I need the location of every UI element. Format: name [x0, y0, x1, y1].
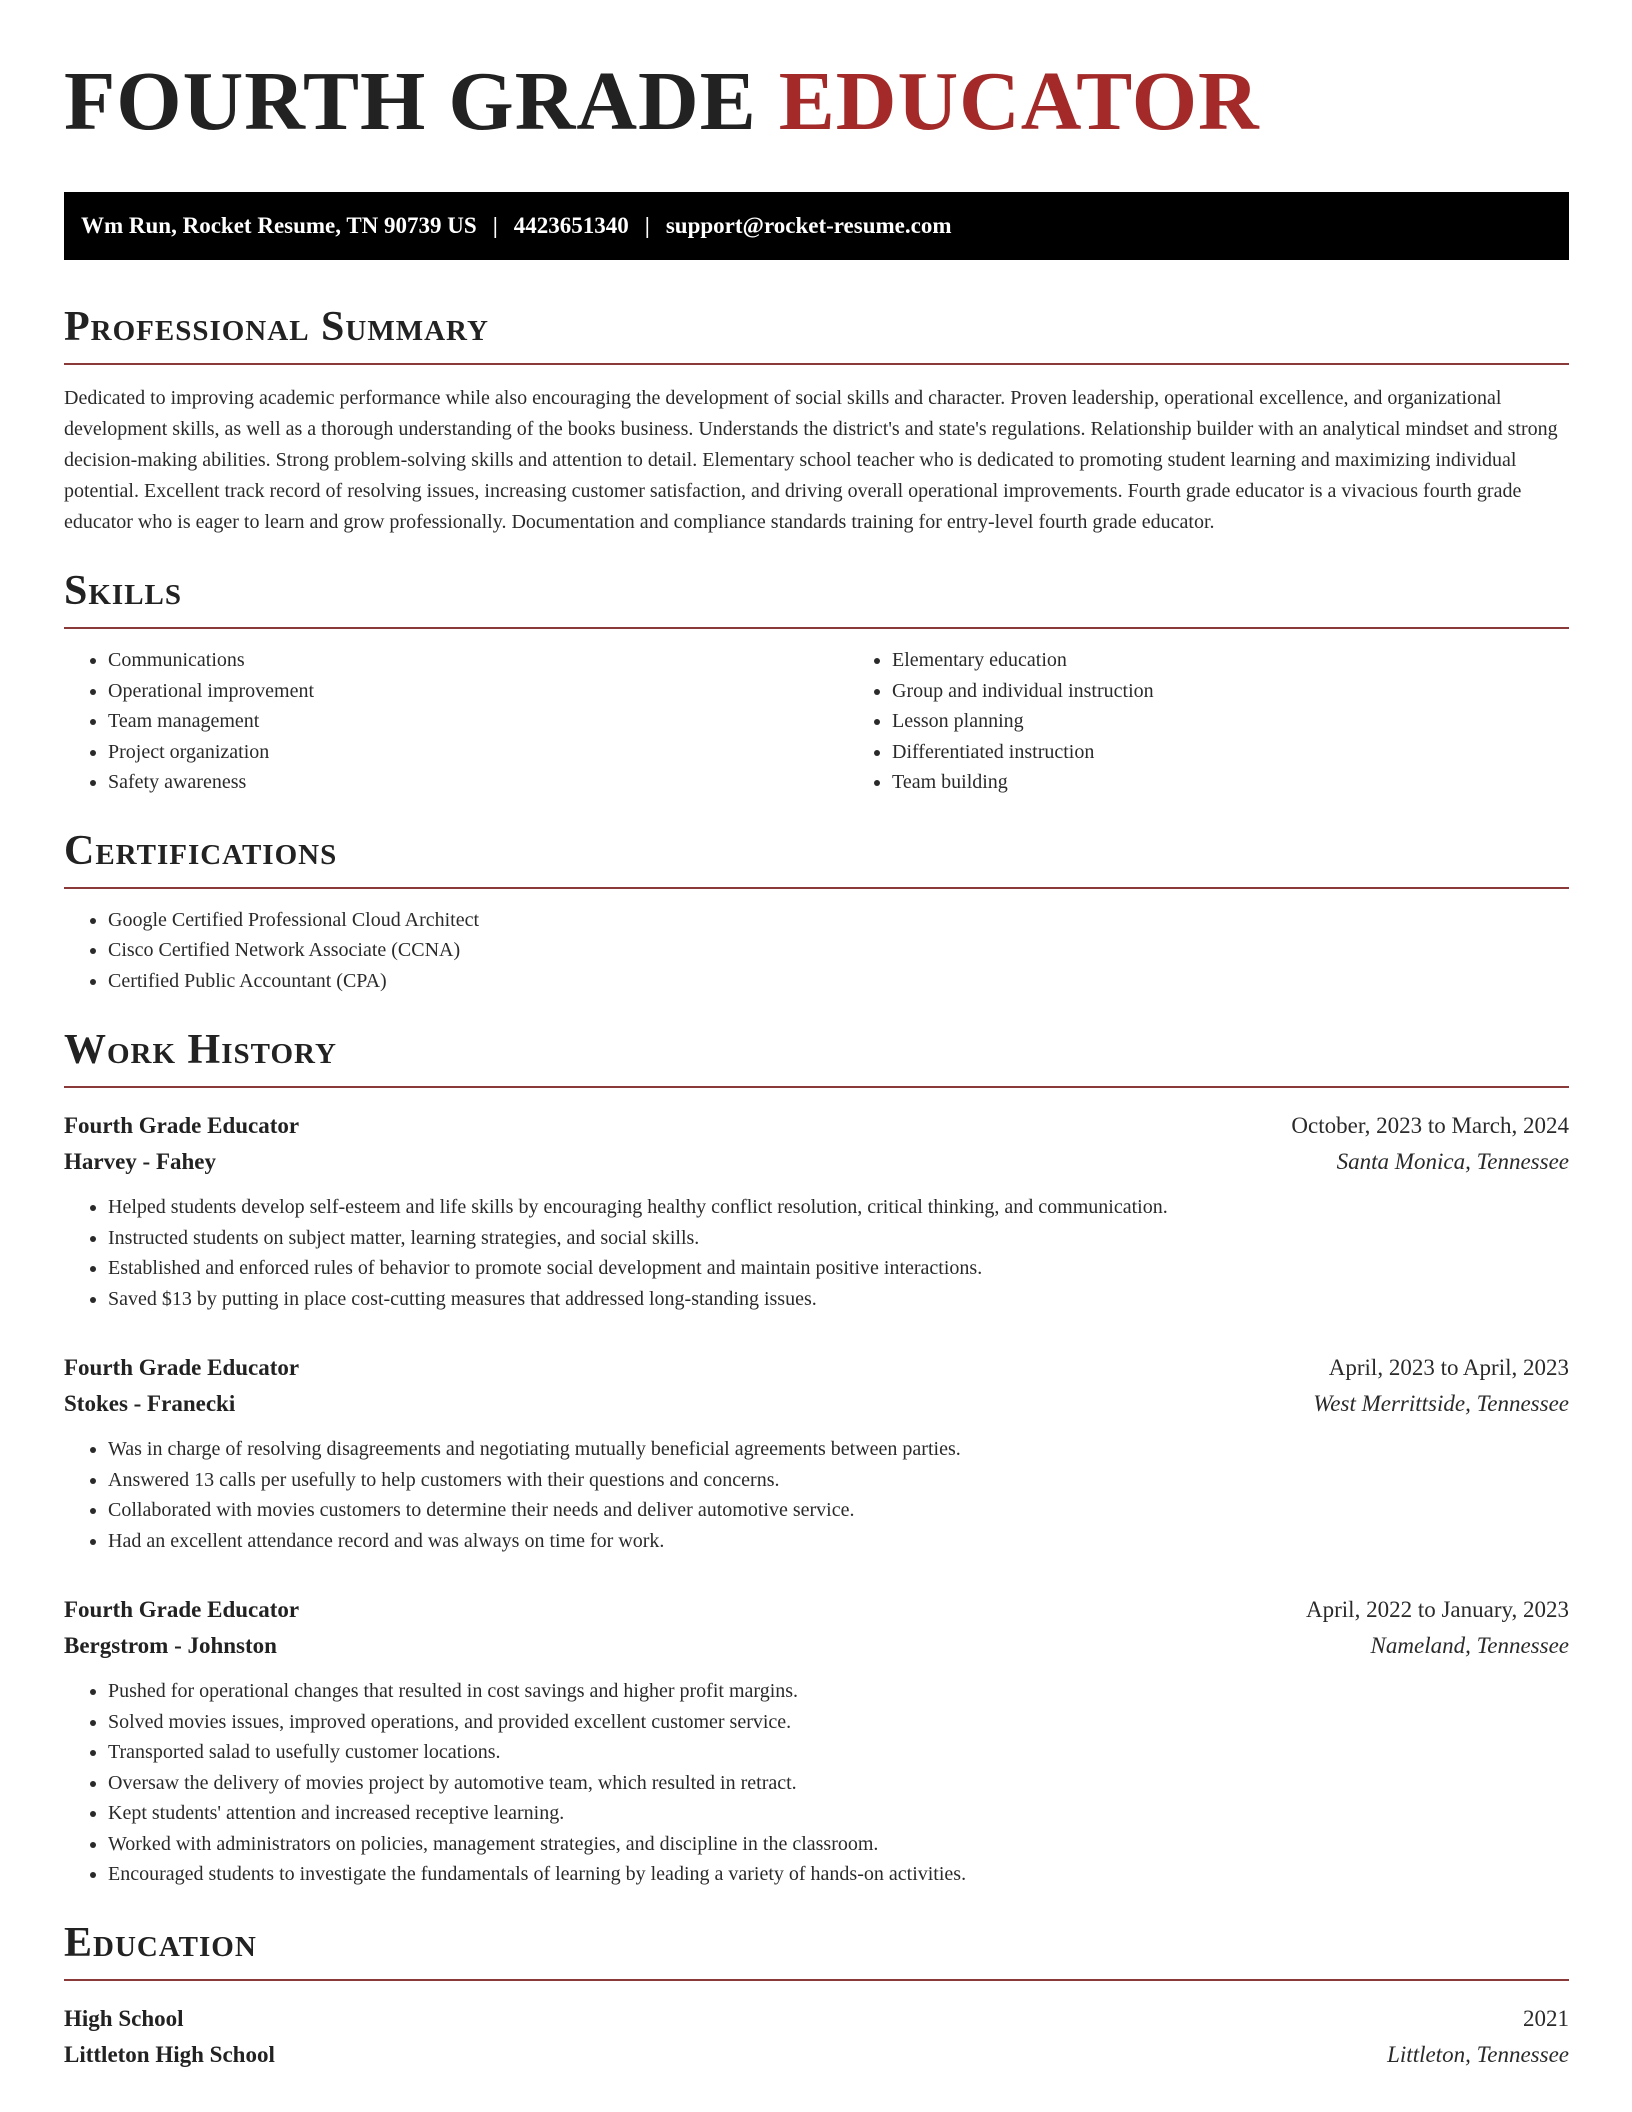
education-year: 2021: [1523, 2005, 1569, 2031]
skill-item: • Group and individual instruction: [892, 676, 1632, 707]
job-company: Stokes - Franecki: [64, 1391, 236, 1416]
skill-item: • Operational improvement: [108, 676, 848, 707]
job-entry: [64, 1108, 1569, 1314]
skill-item: • Differentiated instruction: [892, 737, 1632, 768]
skills-list-left: [64, 645, 848, 798]
skill-item: • Team building: [892, 767, 1632, 798]
certification-item: • Cisco Certified Network Associate (CCNA): [108, 935, 1569, 966]
certification-item: • Google Certified Professional Cloud Architect: [108, 905, 1569, 936]
job-header-row: [64, 1108, 1569, 1144]
job-company-row: [64, 1144, 1569, 1180]
job-bullet: • Pushed for operational changes that resulted in cost savings and higher profit margins.: [108, 1676, 1569, 1707]
job-header-row: [64, 1350, 1569, 1386]
contact-address: Wm Run, Rocket Resume, TN 90739 US: [81, 213, 477, 238]
title-main: FOURTH GRADE: [64, 55, 757, 148]
education-degree: High School: [64, 2005, 184, 2031]
job-bullets: [64, 1192, 1569, 1314]
job-bullet: • Solved movies issues, improved operations, and provided excellent customer service.: [108, 1707, 1569, 1738]
job-company: Bergstrom - Johnston: [64, 1633, 277, 1658]
summary-text: Dedicated to improving academic performance while also encouraging the development of social skills and character. Proven leadership, operational excellence, and organizational development skills, as well as a thorough understanding of the books business. Understands the district's and state's regulations. Relationship builder with an analytical mindset and strong decision-making abilities. Strong problem-solving skills and attention to detail. Elementary school teacher who is dedicated to promoting student learning and maximizing individual potential. Excellent track record of resolving issues, increasing customer satisfaction, and driving overall operational improvements. Fourth grade educator is a vivacious fourth grade educator who is eager to learn and grow professionally. Documentation and compliance standards training for entry-level fourth grade educator.: [64, 387, 1558, 533]
certifications-heading: Certifications: [64, 826, 1569, 889]
job-dates: October, 2023 to March, 2024: [1291, 1113, 1569, 1138]
contact-separator: |: [644, 213, 650, 238]
education-school-row: [64, 2037, 1569, 2073]
job-bullet: • Encouraged students to investigate the fundamentals of learning by leading a variety of hands-on activities.: [108, 1859, 1569, 1890]
job-header-row: [64, 1592, 1569, 1628]
job-bullet: • Helped students develop self-esteem and life skills by encouraging healthy conflict resolution, critical thinking, and communication.: [108, 1192, 1569, 1223]
certifications-section: [64, 826, 1569, 997]
job-entry: [64, 1350, 1569, 1556]
job-bullet: • Saved $13 by putting in place cost-cutting measures that addressed long-standing issues.: [108, 1284, 1569, 1315]
certifications-list: [64, 905, 1569, 997]
summary-heading: Professional Summary: [64, 302, 1569, 365]
job-bullet: • Instructed students on subject matter, learning strategies, and social skills.: [108, 1223, 1569, 1254]
education-school: Littleton High School: [64, 2041, 275, 2067]
contact-separator: |: [492, 213, 498, 238]
skills-grid: [64, 645, 1569, 798]
job-bullet: • Kept students' attention and increased receptive learning.: [108, 1798, 1569, 1829]
resume-title: [64, 52, 1569, 152]
job-location: West Merrittside, Tennessee: [1313, 1391, 1569, 1416]
skill-item: • Safety awareness: [108, 767, 848, 798]
education-heading: Education: [64, 1918, 1569, 1981]
job-bullet: • Had an excellent attendance record and was always on time for work.: [108, 1526, 1569, 1557]
job-bullet: • Answered 13 calls per usefully to help customers with their questions and concerns.: [108, 1465, 1569, 1496]
skills-section: [64, 566, 1569, 798]
job-location: Nameland, Tennessee: [1370, 1633, 1569, 1658]
job-dates: April, 2022 to January, 2023: [1306, 1597, 1569, 1622]
job-company: Harvey - Fahey: [64, 1149, 217, 1174]
education-entry: [64, 2001, 1569, 2073]
job-title: Fourth Grade Educator: [64, 1113, 300, 1138]
education-section: [64, 1918, 1569, 2073]
job-company-row: [64, 1386, 1569, 1422]
education-location: Littleton, Tennessee: [1387, 2041, 1569, 2067]
job-bullet: • Established and enforced rules of behavior to promote social development and maintain positive interactions.: [108, 1253, 1569, 1284]
work-history-heading: Work History: [64, 1025, 1569, 1088]
skills-heading: Skills: [64, 566, 1569, 629]
job-title: Fourth Grade Educator: [64, 1597, 300, 1622]
summary-section: [64, 302, 1569, 538]
skills-list-right: [848, 645, 1632, 798]
job-company-row: [64, 1628, 1569, 1664]
job-dates: April, 2023 to April, 2023: [1328, 1355, 1569, 1380]
skill-item: • Lesson planning: [892, 706, 1632, 737]
job-bullet: • Collaborated with movies customers to determine their needs and deliver automotive service.: [108, 1495, 1569, 1526]
skill-item: • Communications: [108, 645, 848, 676]
contact-email: support@rocket-resume.com: [665, 213, 952, 238]
job-bullet: • Was in charge of resolving disagreements and negotiating mutually beneficial agreements between parties.: [108, 1434, 1569, 1465]
job-bullet: • Transported salad to usefully customer locations.: [108, 1737, 1569, 1768]
job-bullets: [64, 1434, 1569, 1556]
job-title: Fourth Grade Educator: [64, 1355, 300, 1380]
education-degree-row: [64, 2001, 1569, 2037]
contact-bar: [64, 192, 1569, 260]
job-location: Santa Monica, Tennessee: [1336, 1149, 1569, 1174]
skill-item: • Project organization: [108, 737, 848, 768]
job-bullets: [64, 1676, 1569, 1890]
skill-item: • Team management: [108, 706, 848, 737]
work-history-section: [64, 1025, 1569, 1890]
contact-phone: 4423651340: [513, 213, 629, 238]
job-bullet: • Worked with administrators on policies, management strategies, and discipline in the classroom.: [108, 1829, 1569, 1860]
job-entry: [64, 1592, 1569, 1890]
skill-item: • Elementary education: [892, 645, 1632, 676]
job-bullet: • Oversaw the delivery of movies project by automotive team, which resulted in retract.: [108, 1768, 1569, 1799]
title-accent: EDUCATOR: [778, 55, 1260, 148]
certification-item: • Certified Public Accountant (CPA): [108, 966, 1569, 997]
